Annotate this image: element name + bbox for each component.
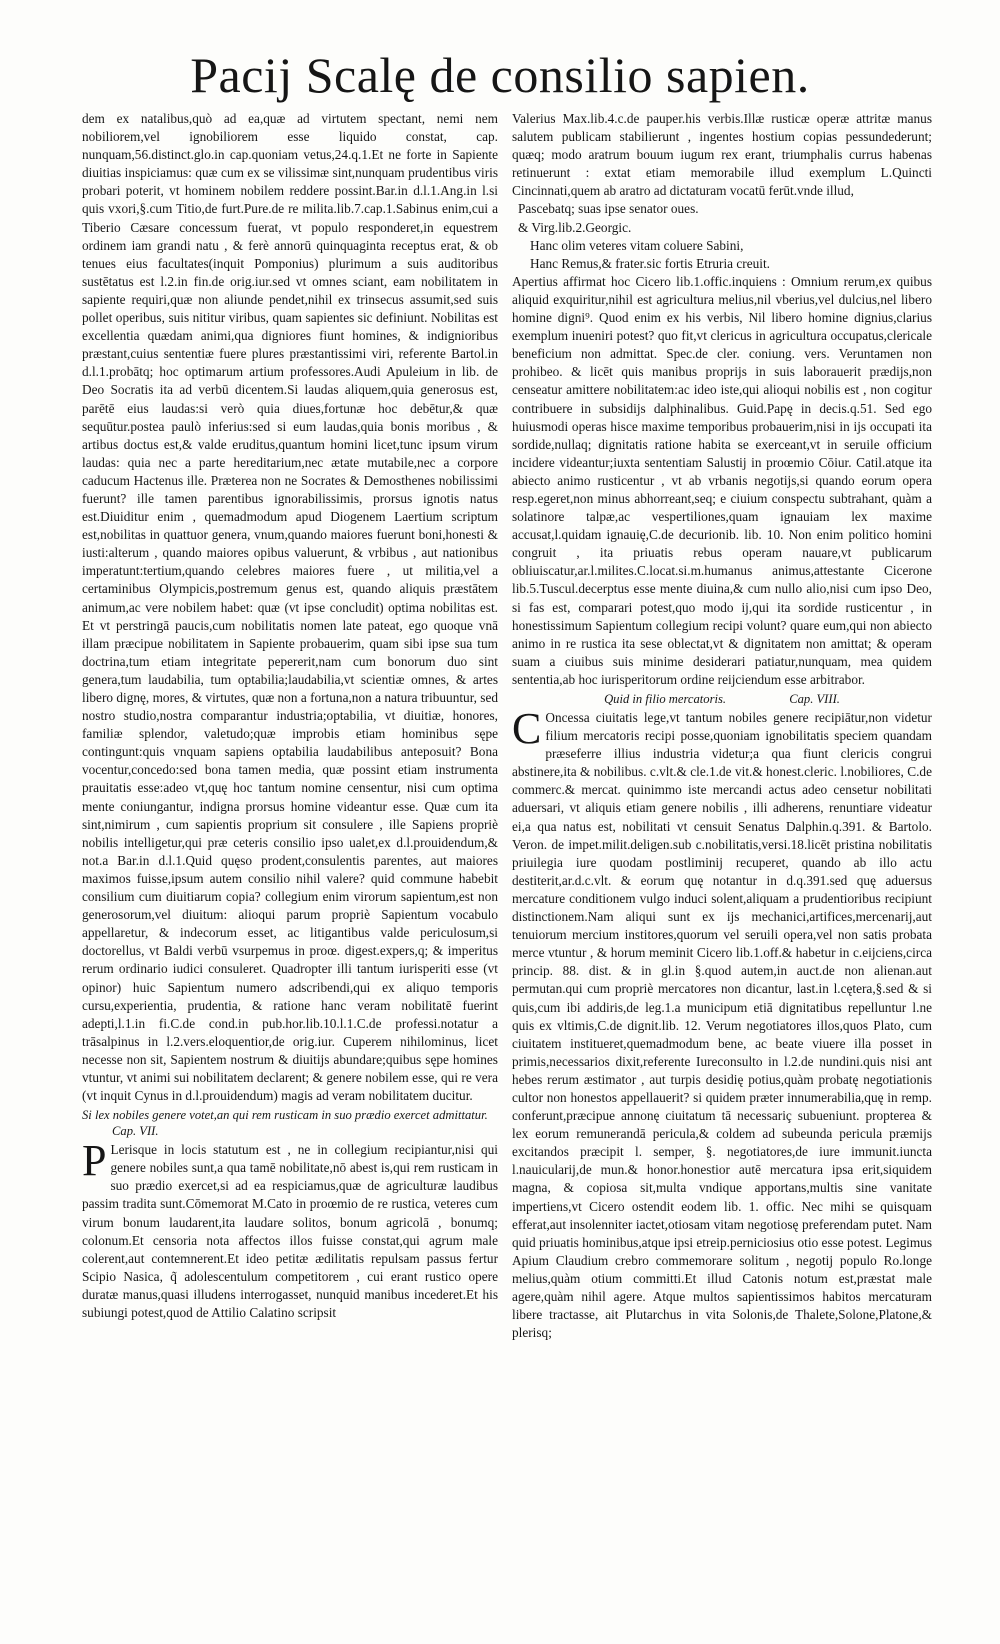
right-paragraph-cicero: Apertius affirmat hoc Cicero lib.1.offic.inquiens : Omnium rerum,ex quibus aliquid exquiritur,nihil est agricultura melius,nil vberius,vel dulcius,nel libero homine digni⁹. Quod enim ex his verbis, Nil libero homine dignius,clarius exemplum inueniri potest? quo fit,vt clericus in agricultura occupatus,clericale beneficium non admittat. Spec.de cler. coniung. vers. Veruntamen non prohibeo. & licēt quis manibus proprijs in suis laborauerit prædijs,non censeatur amittere nobilitatem:ac ideo iste,qui alioqui nobilis est , non cogitur contribuere in subsidijs dalphinalibus. Guid.Papę in decis.q.51. Sed ego huiusmodi operas hisce maxime temporibus probauerim,nisi in ijs occupati ita sordide,nullaq; dignitatis ratione habita se exerceant,vt in seruile officium incidere videantur;iuxta sententiam Salustij in proœmio Cōiur. Catil.atque ita abiecto animo rusticentur , vt ab vrbanis negotijs,si quando eorum opera resp.egeret,non minus abhorreant,seq; e ciuium conspectu subtrahant, quàm a solatinore talpæ,ac vespertiliones,quam ignauiam lex maxime accusat,l.quidam ignauię,C.de decurionib. lib. 10. Non enim politico homini congruit , ita priuatis rebus operam nauare,vt publicarum obliuiscatur,ar.l.milites.C.locat.si.m.humanus animus,attestante Cicerone lib.5.Tuscul.decerptus esse mente diuina,& cum nullo alio,nisi cum ipso Deo, si fas est, comparari potest,quo modo ij,qui ita sordide rusticentur , in honestissimum Sapientum collegium recipi volunt? quare eum,qui non abiecto animo in re rustica ita sese oblectat,vt & dignitatem non amittat; & operam suam a ciuibus suis minime desiderari patiatur,nunquam, mea quidem sententia,ab hoc iurisperitorum ordine reijciendum esse arbitrabor.	[512, 273, 932, 687]
chapter-8-number: Cap. VIII.	[789, 692, 840, 706]
chapter-8-title: Quid in filio mercatoris.	[604, 692, 727, 706]
verse-line-3: Hanc olim veteres vitam coluere Sabini,	[530, 237, 744, 253]
chapter-8-heading	[512, 691, 932, 707]
verse-line-4: Hanc Remus,& frater.sic fortis Etruria creuit.	[530, 255, 770, 271]
running-head: Pacij Scalę de consilio sapien.	[190, 47, 810, 103]
left-column	[82, 110, 498, 1630]
right-paragraph-valerius: Valerius Max.lib.4.c.de pauper.his verbis.Illæ rusticæ operæ attritæ manus salutem publicam stabilierunt , ingentes hostium copias pessundederunt; quæq; modo aratrum bouum iugum rex erant, triumphalis currus habenas retinuerunt : extat etiam memorabile illud exemplum L.Quincti Cincinnati,quem ab aratro ad dictaturam vocatū ferūt.vnde illud,	[512, 111, 932, 199]
chapter-8-drop-cap: C	[512, 704, 542, 753]
verse-line-2: & Virg.lib.2.Georgic.	[518, 219, 632, 235]
chapter-7-number: Cap. VII.	[112, 1124, 159, 1139]
chapter-8-text: Oncessa ciuitatis lege,vt tantum nobiles genere recipiātur,non videtur filium mercatoris recipi posse,quoniam ignobilitatis speciem quandam præseferre illius industria videtur;a qua fiunt clericis congrui abstinere,ita & nobilibus. c.vlt.& cle.1.de vit.& honest.cleric. l.nobiliores, C.de commerc.& mercat. quinimmo iste mercandi actus adeo censetur nobilitati aduersari, vt aliquis etiam genere nobilis , illi adherens, renuntiare videatur ei,a qua natus est, nobilitati vt censuit Senatus Dalphin.q.391. & Bartolo. Veron. de impet.milit.deligen.sub c.nobilitatis,versi.18.licēt pristina nobilitatis priuilegia iure quodam postliminij recuperet, quando ab illo actu destiterit,ar.d.c.vlt. & eorum quę notantur in d.q.391.sed quę aduersus mercature conditionem vulgo induci solent,aliquam a prudentioribus recipiunt distinctionem.Nam aliqui sunt ex ijs mechanici,artifices,mercenarij,aut tenuiorum mercium institores,quorum vel seruili opera,vel non satis probata merce vtuntur , & horum meminit Cicero lib.1.off.& habetur in c.eijciens,circa princip. 88. dist. & in gl.in §.quod autem,in auct.de non alienan.aut permutan.qui cum propriè mercatores non dicantur, last.in l.cętera,§.sed & si quis,cum ibi addiris,de leg.1.a municipum etiā dignitatibus repelluntur l.ne quis ex vltimis,C.de dignit.lib. 12. Verum negotiatores illos,quos Plato, cum ciuitatem institueret,quemadmodum bene, ac beate viuere illa posset in primis,necessarios dixit,referente Iureconsulto in l.2.de nundini.quis nisi ant hebes rerum æstimator , aut turpis desidię potius,quàm probatę negotiationis cultor non honestos appellauerit? si quidem præter innumerabilia,quę in remp. conferunt,præcipue annonę ciuitatum tā necessariç subueniunt. propterea & lex eorum remunerandā pericula,& coldem ad subeunda pericula præmijs excitandos præcipit l. semper, §. negotiatores,de iure immunit.iuncta l.nauicularij,de mun.& honor.honestior autē mercatura ipsa erit,siquidem magna, & copiosa sit,multa vndique apportans,multis sine vanitate impertiens,vt Cicero ostendit eodem lib. 1. offic. Nec mihi se quisquam efferat,aut insolenniter iactet,otiosam vitam negotiosę preferendam putet. Nam quid priuatis hominibus,atque ipsi etreip.perniciosius otio esse potest. Legimus Apium Claudium crebro commemorare solitum , negotij populo Ro.longe melius,quàm otium committi.Et illud Catonis notum est,præstat male agere,quàm nihil agere. Atque multos sapientissimos habitos mercaturam libere tractasse, ait Plutarchus in vita Solonis,de Thalete,Solone,Platone,& plerisq;	[512, 710, 932, 1341]
chapter-7-heading	[82, 1107, 498, 1139]
chapter-8-body	[512, 704, 932, 1342]
chapter-7-drop-cap: P	[82, 1136, 107, 1186]
chapter-7-title: Si lex nobiles genere votet,an qui rem rusticam in suo prædio exercet admittatur.	[82, 1108, 488, 1123]
chapter-7-body	[82, 1136, 498, 1322]
chapter-7-text: Lerisque in locis statutum est , ne in collegium recipiantur,nisi qui genere nobiles sunt,a qua tamē nobilitate,nō abest is,qui rem rusticam in suo prædio exercet,si ad ea respiciamus,quæ de agriculturæ laudibus passim tradita sunt.Cōmemorat M.Cato in proœmio de re rustica, veteres cum virum bonum laudarent,ita laudare solitos, bonum agricolā , bonumq; colonum.Et censoria nota affectos illos fuisse constat,qui agrum male colerent,aut contemnerent.Et ideo petitæ ædilitatis repulsam passus fertur Scipio Nasica, q̃ adolescentulum competitorem , cui erant rustico opere duratæ manus,quasi illudens interrogasset, nunquid manibus incederet.Et his subiungi potest,quod de Attilio Calatino scripsit	[82, 1142, 498, 1320]
left-paragraph-nobility: dem ex natalibus,quò ad ea,quæ ad virtutem spectant, nemi nem nobiliorem,vel ignobiliorem esse liquido constat, cap. nunquam,56.distinct.glo.in cap.quoniam vetus,24.q.1.Et ne forte in Sapiente diuitias inspiciamus: quæ cum ex se vilissimæ sint,nunquam prudentibus viris probari poterit, vt hominem nobilem reddere possint.Bar.in d.l.1.Ang.in l.si quis vxori,§.cum Titio,de furt.Pure.de re milita.lib.7.cap.1.Sabinus enim,cui a Tiberio Cæsare concessum fuerat, vt populo responderet,in equestrem ordinem iam grandi natu , & ferè annorū quinquaginta receptus erat, & ob tenues eius facultates(inquit Pomponius) plurimum a suis auditoribus sustētatus est l.2.in fin.de orig.iur.sed vt omnes sciant, eam nobilitatem in sapiente requiri,quæ non aliunde pendet,nihil ex trinsecus assumit,sed suis pollet operibus, suis nititur viribus, quam sapientes sic definiunt. Nobilitas est excellentia quædam animi,qua digniores fiunt homines, & indignioribus præstant,cuius sententiæ fuere plures præstantissimi viri, referente Bartol.in d.l.1.probātq; hoc optimarum artium professores.Audi Apuleium in lib. de Deo Socratis ita ad verbū dicentem.Si laudas aliquem,quia generosus est, parētē eius laudas:si verò quia diues,fortunæ hoc debētur,& quæ sequūtur.postea paulò inferius:sed si eum laudas,quia bonis moribus , & artibus doctus est,& valde eruditus,quantum homini licet,tunc ipsum virum laudas: quia nec a parte hereditarium,nec ætate mutabile,nec a corpore caducum Hactenus ille. Præterea non ne Socrates & Demosthenes nobilissimi fuerunt? ille tamen parentibus ignorabilissimis, prorsus ignotis natus est.Diuiditur enim , quemadmodum apud Diogenem Laertium scriptum est,nobilitas in quattuor genera, vnum,quando maiores fuerunt boni,honesti & iusti:alterum , quando maiores opibus valuerunt, & vrbibus , aut nationibus imperatunt:tertium,quando celebres maiores fuere , ut militia,vel a certaminibus Olympicis,postremum genus est, quando aliquis præstātem animum,ac vere nobilem habet: quæ (vt ipse concludit) optima nobilitas est. Et vt perstringā paucis,cum nobilitatis nomen late pateat, ego quoque vnā illam præcipue nobilitatem in Sapiente probauerim, quam sibi ipse sua tum doctrina,tum etiam integritate pepererit,nam cum bonorum duo sint genera,tum laudabilia, tum optabilia;laudabilia,vt scientiæ omnes, & artes libero dignę, mores, & virtutes, quæ non a fortuna,non a natura tribuuntur, sed nostro studio,nostra comparantur industria;optabilia, vt diuitiæ, honores, familiæ splendor, valetudo;quæ improbis etiam hominibus sępe contingunt:quis vnquam sapiens optabilia laudabilibus anteposuit? Bona vocentur,concedo:sed bona tamen media, quæ possint etiam instrumenta prauitatis esse:adeo vt,quę hoc tantum nomine censentur, nisi cum optima mente coniungantur, indigna prorsus homine videantur esse. Quæ cum ita sint,nimirum , cum sapientis proprium sit consulere , ille Sapiens propriè nobilis intelligetur,qui præ ceteris consilio ipso ualet,ex d.l.prouidendum,& not.a Bar.in d.l.1.Quid quęso prodent,consulentis parentes, aut maiores maximos fuisse,ipsum autem consilio nihil valere? quid commune habebit consilium cum diuitiarum copia? collegium enim virorum sapientum,est non generosorum,vel diuitum: alioqui parum propriè Sapientum vocabulo appellaretur, & indecorum esset, ac litigantibus valde periculosum,si doctorellus, vt Baldi verbū vsurpemus in proœ. digest.expers,q; & imperitus rerum ordinario iudici consuleret. Quadropter illi tantum iurisperiti esse (vt opinor) huic Sapientum numero adscribendi,qui ex aliquo temporis cursu,experientia, prudentia, & ratione hanc veram nobilitatē fuerint adepti,l.1.in fi.C.de cond.in pub.hor.lib.10.l.1.C.de professi.notatur a trāsalpinus in l.2.vers.eloquentior,de orig.iur. Cuperem nihilominus, licet necesse non sit, Sapientem nostrum & diuitijs abundare;quibus sępe homines vtuntur, vt animi sui nobilitatem declarent; & genere nobilem esse, qui re vera (vt inquit Cynus in d.l.prouidendum) magis ad veram nobilitatem ducitur.	[82, 111, 498, 1104]
right-column	[512, 110, 932, 1610]
verse-line-1: Pascebatq; suas ipse senator oues.	[518, 201, 699, 217]
